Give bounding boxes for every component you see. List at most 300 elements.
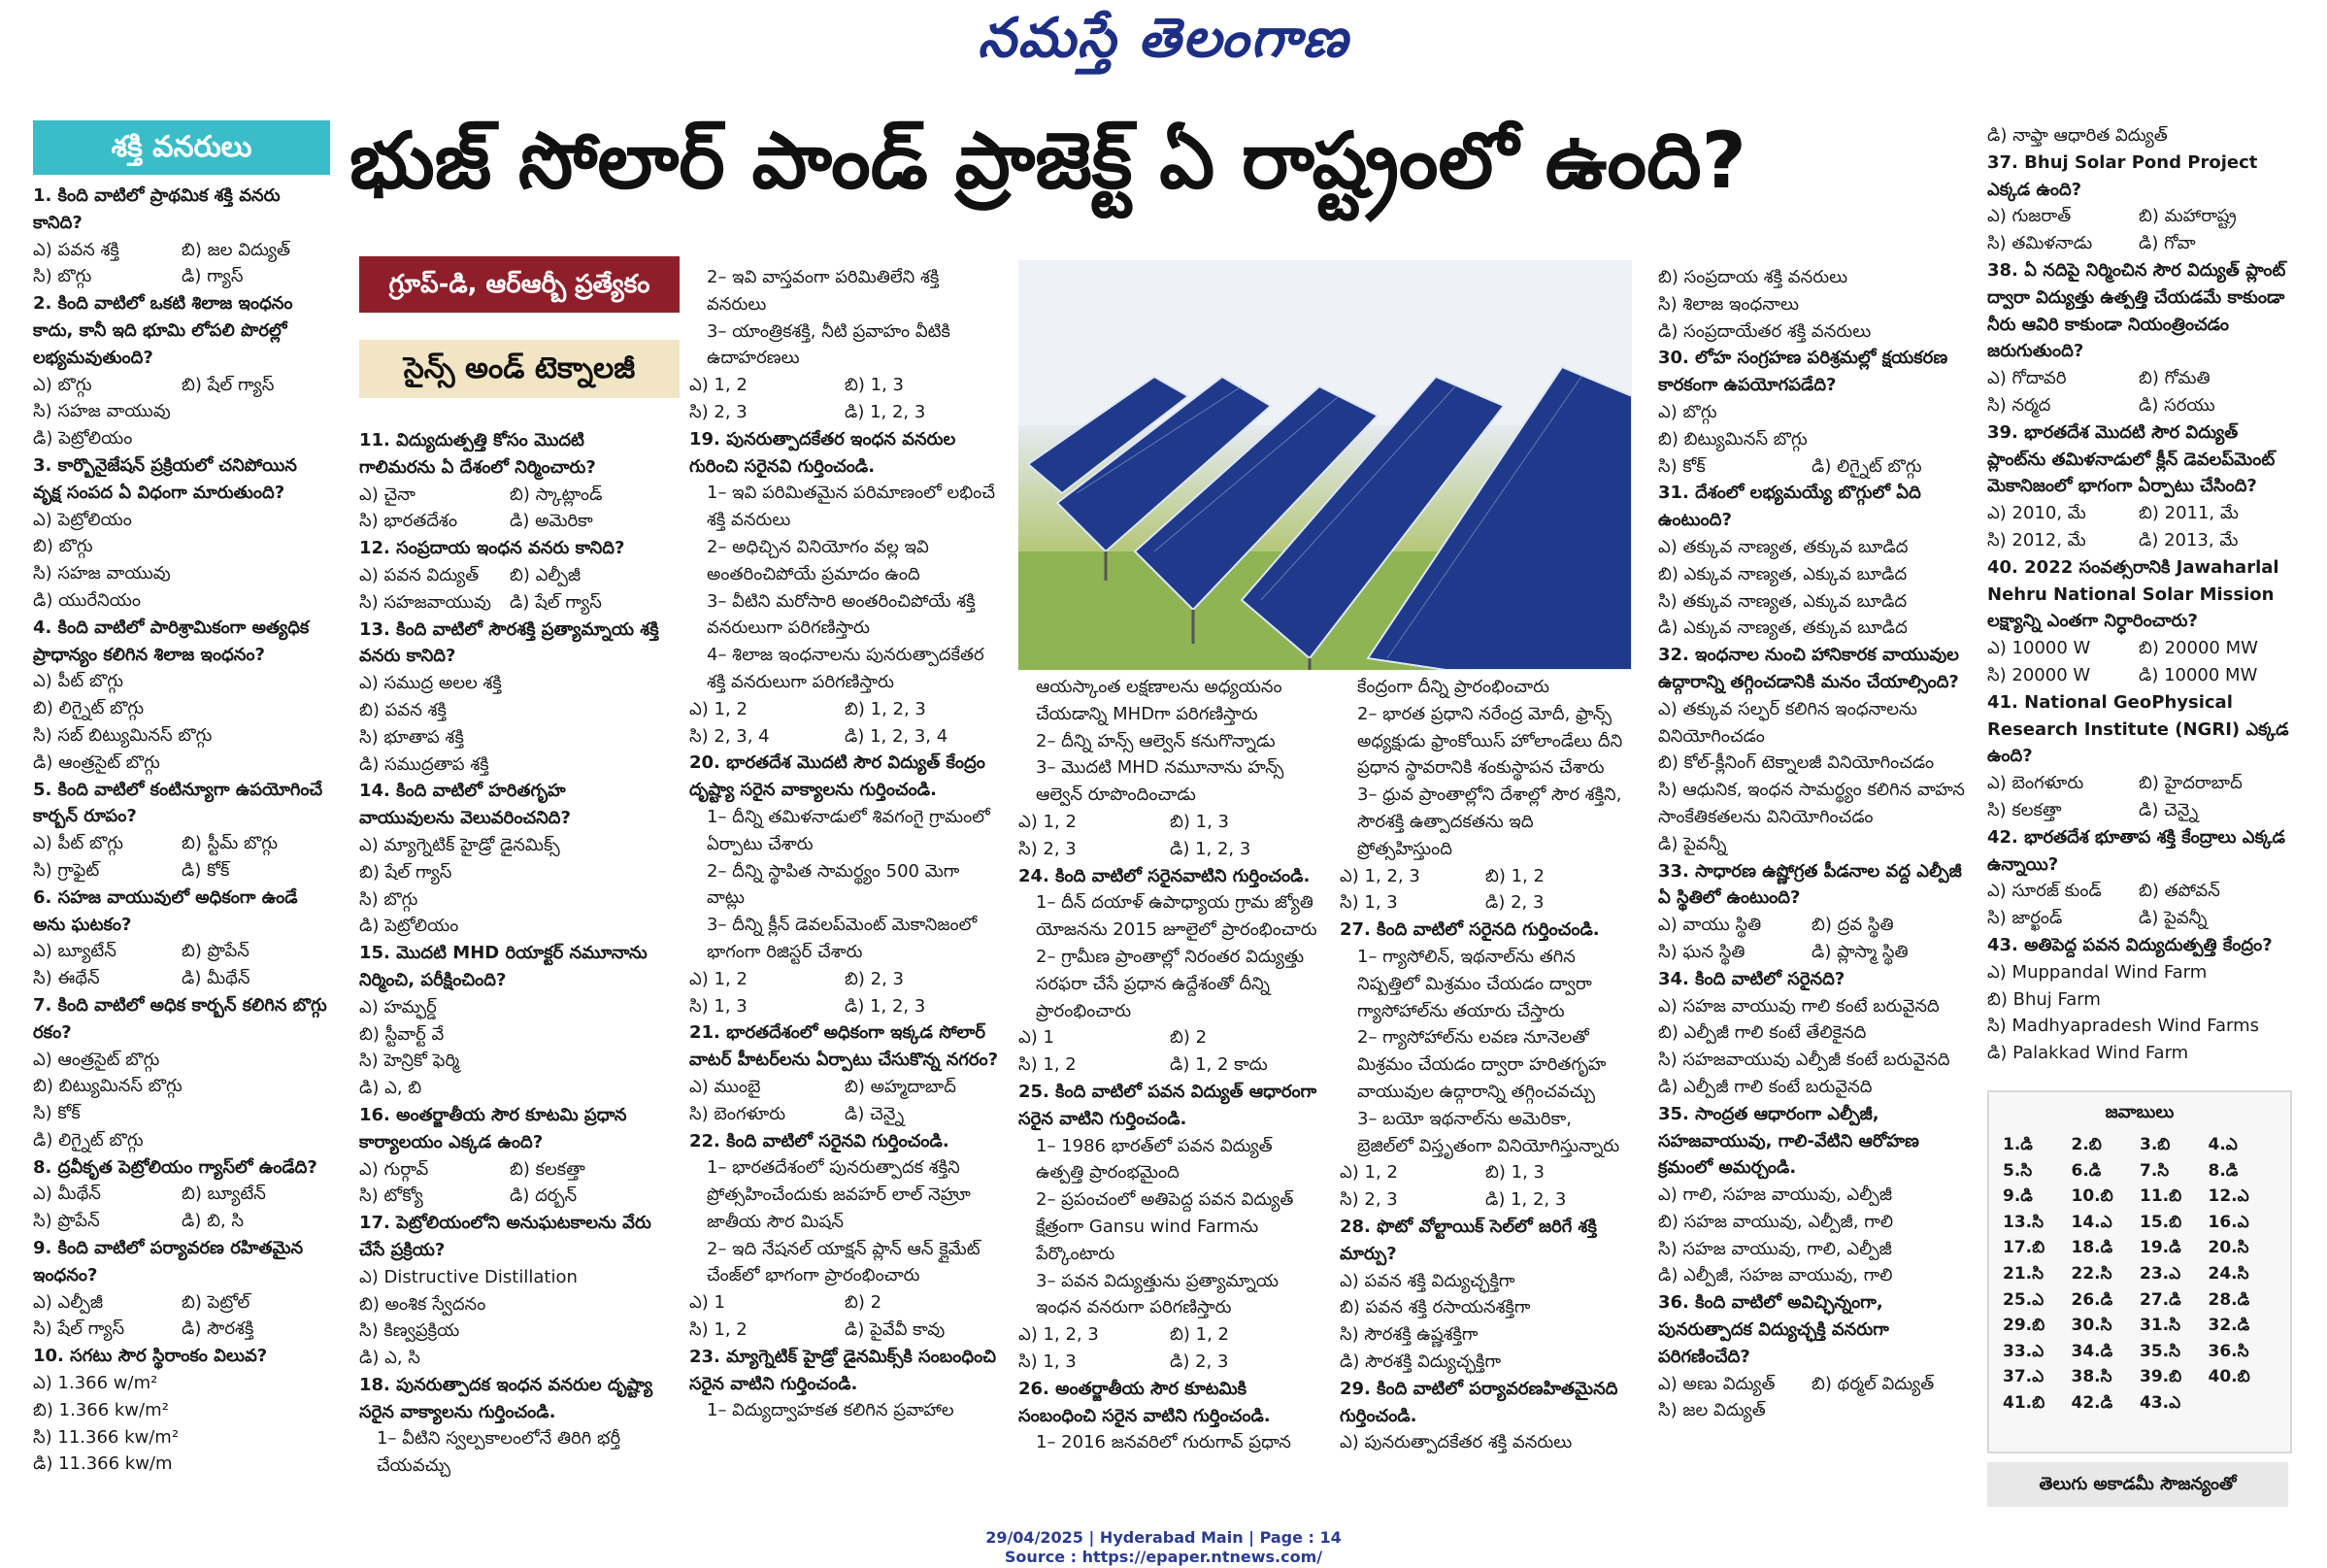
- option-pair: [689, 1289, 1000, 1317]
- option: బి) ప్రొపేన్: [182, 941, 249, 962]
- solar-panels-photo: [1018, 260, 1632, 670]
- option: డి) Palakkad Wind Farm: [1987, 1043, 2189, 1064]
- option-pair: [1987, 203, 2290, 230]
- option: ఎ) పెట్రోలియం: [33, 509, 132, 530]
- option: ఎ) పునరుత్పాదకేతర శక్తి వనరులు: [1340, 1432, 1573, 1453]
- question: 42. భారతదేశ భూతాప శక్తి కేంద్రాలు ఎక్కడ ఉన్నాయి?: [1987, 826, 2285, 875]
- option: సి) ప్రొపేన్: [33, 1211, 100, 1232]
- question: 40. 2022 సంవత్సరానికి Jawaharlal Nehru National Solar Mission లక్ష్యాన్ని ఎంతగా నిర్ధారించారు?: [1987, 556, 2279, 632]
- option: బి) అంశిక స్వేదనం: [359, 1293, 486, 1315]
- question: 7. కింది వాటిలో అధిక కార్బన్ కలిగిన బొగ్గు రకం?: [33, 994, 327, 1043]
- statement: 2– భారత ప్రధాని నరేంద్ర మోదీ, ఫ్రాన్స్ అధ్యక్షుడు ఫ్రాంకోయిస్ హోలాండేలు దీని ప్రధాన స్థావరానికి శంకుస్థాపన చేశారు: [1357, 703, 1623, 779]
- answers-grid: [1989, 1126, 2290, 1417]
- question: 27. కింది వాటిలో సరైనది గుర్తించండి.: [1340, 919, 1600, 941]
- option-pair: [1987, 797, 2290, 824]
- answer-cell: 3.బి: [2140, 1135, 2171, 1154]
- question: 18. పునరుత్పాదక ఇంధన వనరుల దృష్ట్యా సరైన వాక్యాలను గుర్తించండి.: [359, 1374, 653, 1422]
- option-pair: [1658, 912, 1965, 939]
- answer-cell: 22.సి: [2071, 1263, 2112, 1284]
- option: డి) 11.366 kw/m: [33, 1453, 173, 1475]
- option: డి) సముద్రతాప శక్తి: [359, 753, 489, 775]
- question: 16. అంతర్జాతీయ సౌర కూటమి ప్రధాన కార్యాలయం ఎక్కడ ఉంది?: [359, 1104, 627, 1152]
- option: బి) 2011, మే: [2139, 503, 2239, 524]
- answer-cell: 19.డి: [2140, 1238, 2181, 1258]
- answers-box: [1987, 1090, 2292, 1453]
- question: 21. భారతదేశంలో అధికంగా ఇక్కడ సోలార్ వాటర్ హీటర్‌లను ఏర్పాటు చేసుకొన్న నగరం?: [689, 1022, 999, 1071]
- statement: 3– ధ్రువ ప్రాంతాల్లోని దేశాల్లో సౌర శక్తిని, సౌరశక్తి ఉత్పాదకతను ఇది ప్రోత్సహిస్తుంది: [1357, 784, 1622, 859]
- option: ఎ) గుజరాత్: [1987, 206, 2072, 227]
- question: 19. పునరుత్పాదకేతర ఇంధన వనరుల గురించి సరైనవి గుర్తించండి.: [689, 428, 956, 477]
- option: ఎ) సముద్ర అలల శక్తి: [359, 673, 502, 694]
- option: ఎ) Muppandal Wind Farm: [1987, 961, 2208, 983]
- option: సి) నర్మద: [1987, 394, 2051, 416]
- option: ఎ) గోదావరి: [1987, 368, 2067, 389]
- option: డి) 2, 3: [1485, 892, 1545, 914]
- option: బి) 1.366 kw/m²: [33, 1399, 169, 1420]
- option-pair: [1987, 770, 2290, 797]
- question: 32. ఇంధనాల నుంచి హానికారక వాయువుల ఉద్గారాన్ని తగ్గించడానికి మనం చేయాల్సింది?: [1658, 645, 1959, 692]
- option: ఎ) పవన శక్తి: [33, 239, 119, 260]
- option: సి) జల విద్యుత్: [1658, 1400, 1766, 1421]
- option: సి) 2, 3: [689, 401, 748, 422]
- question: 11. విద్యుదుత్పత్తి కోసం మొదటి గాలిమరను ఏ దేశంలో నిర్మించారు?: [359, 430, 596, 478]
- option-pair: [1658, 453, 1965, 481]
- option: బి) ఎల్పీజీ: [510, 564, 582, 585]
- statement: 1– దీన్ని తమిళనాడులో శివగంగై గ్రామంలో ఏర్పాటు చేశారు: [707, 806, 990, 854]
- footer-date: 29/04/2025 | Hyderabad Main | Page : 14: [985, 1528, 1342, 1547]
- option-pair: [1340, 889, 1631, 917]
- option: డి) 1, 2 కాదు: [1170, 1054, 1268, 1076]
- option: సి) కోక్: [33, 1103, 81, 1124]
- answer-cell: 33.ఎ: [2003, 1341, 2044, 1361]
- option: బి) గోమతి: [2139, 368, 2211, 389]
- option: డి) మీథేన్: [182, 968, 250, 989]
- option: డి) 1, 2, 3: [1170, 838, 1251, 859]
- question: 6. సహజ వాయువులో అధికంగా ఉండే అను ఘటకం?: [33, 886, 298, 935]
- option: సి) 2, 3: [1340, 1189, 1398, 1211]
- footer-source: Source : https://epaper.ntnews.com/: [1004, 1548, 1323, 1566]
- question: 34. కింది వాటిలో సరైనది?: [1658, 968, 1845, 989]
- option: ఎ) 1, 2, 3: [1340, 865, 1420, 886]
- statement: 3– మొదటి MHD నమూనాను హన్స్ ఆల్వెన్ రూపొందించాడు: [1036, 757, 1284, 806]
- question: 10. సగటు సౌర స్థిరాంకం విలువ?: [33, 1346, 268, 1367]
- option: సి) 2, 3: [1018, 838, 1077, 859]
- option: సి) సబ్ బిట్యుమినస్ బొగ్గు: [33, 724, 213, 746]
- option: డి) సరయు: [2139, 394, 2215, 416]
- question: 29. కింది వాటిలో పర్యావరణహితమైనది గుర్తించండి.: [1340, 1378, 1618, 1426]
- option: డి) ప్లాస్మా స్థితి: [1812, 941, 1909, 962]
- statement: 2– గ్యాసోహాల్‌ను లవణ నూనెలతో మిశ్రమం చేయడం ద్వారా హరితగృహ వాయువుల ఉద్గారాన్ని తగ్గించవచ్చు: [1357, 1027, 1607, 1102]
- option: ఎ) 1, 2: [1018, 811, 1077, 832]
- question: 25. కింది వాటిలో పవన విద్యుత్ ఆధారంగా సరైన వాటిని గుర్తించండి.: [1018, 1081, 1317, 1129]
- option: బి) థర్మల్ విద్యుత్: [1812, 1373, 1935, 1394]
- option: డి) పైవన్నీ: [2139, 908, 2208, 929]
- option: ఎ) చైనా: [359, 484, 416, 505]
- answers-title: జవాబులు: [2105, 1102, 2175, 1122]
- option: ఎ) 1: [1018, 1027, 1054, 1049]
- option: సి) తమిళనాడు: [1987, 233, 2093, 254]
- option: ఎ) హమ్ఫర్డ్: [359, 996, 437, 1018]
- question: 38. ఏ నదిపై నిర్మించిన సౌర విద్యుత్ ప్లాంట్ ద్వారా విద్యుత్తు ఉత్పత్తి చేయడమే కాకుండా నీరు ఆవిరి కాకుండా నియంత్రించడం జరుగుతుంది?: [1987, 259, 2286, 362]
- answer-cell: 12.ఎ: [2208, 1186, 2249, 1207]
- question: 20. భారతదేశ మొదటి సౌర విద్యుత్ కేంద్రం దృష్ట్యా సరైన వాక్యాలను గుర్తించండి.: [689, 752, 985, 801]
- option: బి) 1, 2, 3: [845, 698, 926, 719]
- option: బి) 1, 2: [1170, 1324, 1229, 1346]
- option-pair: [689, 399, 1000, 426]
- statement: 1– భారతదేశంలో పునరుత్పాదక శక్తిని ప్రోత్సహించేందుకు జవహర్ లాల్ నెహ్రూ జాతీయ సౌర మిషన్: [707, 1157, 971, 1232]
- option-pair: [1987, 635, 2290, 662]
- headline: భుజ్ సోలార్ పాండ్ ప్రాజెక్ట్ ఏ రాష్ట్రంలో ఉంది?: [349, 116, 1746, 206]
- option: డి) ఎ, సి: [359, 1348, 420, 1369]
- option: బి) కోల్-క్లీనింగ్ టెక్నాలజీ వినియోగించడం: [1658, 752, 1935, 774]
- option: ఎ) పీట్ బొగ్గు: [33, 833, 123, 854]
- column-2: [359, 427, 660, 1480]
- option: బి) స్టీమ్ బొగ్గు: [182, 833, 279, 854]
- question: 35. సాంద్రత ఆధారంగా ఎల్పీజీ, సహజవాయువు, గాలి-వేటిని ఆరోహణ క్రమంలో అమర్చండి.: [1658, 1103, 1919, 1179]
- statement: కేంద్రంగా దీన్ని ప్రారంభించారు: [1357, 677, 1549, 697]
- option: ఎ) మీథేన్: [33, 1184, 101, 1205]
- option: బి) మహారాష్ట్ర: [2139, 206, 2237, 227]
- option-pair: [33, 965, 330, 992]
- option-pair: [1018, 1024, 1321, 1051]
- option-pair: [689, 723, 1000, 751]
- option: బి) ఎక్కువ నాణ్యత, ఎక్కువ బూడిద: [1658, 563, 1908, 584]
- option: బి) ద్రవ స్థితి: [1812, 915, 1894, 936]
- option: డి) చెన్నై: [845, 1103, 905, 1124]
- option: డి) చెన్నై: [2139, 799, 2199, 820]
- question: 43. అతిపెద్ద పవన విద్యుదుత్పత్తి కేంద్రం?: [1987, 934, 2273, 955]
- statement: 3– యాంత్రికశక్తి, నీటి ప్రవాహం వీటికి ఉదాహరణలు: [707, 320, 950, 369]
- option: బి) జల విద్యుత్: [182, 239, 291, 260]
- statement: 3– దీన్ని క్లీన్ డెవలప్‌మెంట్ మెకానిజంలో భాగంగా రిజిస్టర్ చేశారు: [707, 915, 978, 962]
- answer-cell: 39.బి: [2140, 1367, 2182, 1387]
- option-pair: [33, 1208, 330, 1235]
- statement: 1– దీన్ దయాళ్ ఉపాధ్యాయ గ్రామ జ్యోతి యోజనను 2015 జూలైలో ప్రారంభించారు: [1036, 892, 1317, 941]
- option-pair: [1987, 878, 2290, 905]
- option-pair: [689, 1101, 1000, 1128]
- statement: 1– 1986 భారత్‌లో పవన విద్యుత్ ఉత్పత్తి ప్రారంభమైంది: [1036, 1135, 1273, 1184]
- option: బి) 2: [1170, 1027, 1208, 1049]
- option: ఎ) తక్కువ నాణ్యత, తక్కువ బూడిద: [1658, 536, 1909, 557]
- option: బి) 20000 MW: [2139, 638, 2258, 659]
- option: బి) 1, 3: [1485, 1162, 1545, 1184]
- option: సి) సహజ వాయువు: [33, 563, 171, 584]
- option: బి) 2: [845, 1292, 882, 1314]
- option: డి) షేల్ గ్యాస్: [510, 591, 602, 613]
- option: డి) గ్యాస్: [182, 266, 244, 287]
- option: బి) లిగ్నైట్ బొగ్గు: [33, 698, 145, 719]
- answer-cell: 2.బి: [2071, 1135, 2102, 1154]
- option: డి) ఎక్కువ నాణ్యత, తక్కువ బూడిద: [1658, 617, 1908, 639]
- option: సి) భూతాప శక్తి: [359, 726, 464, 748]
- option: బి) పెట్రోల్: [182, 1291, 250, 1313]
- option: బి) తపోవన్: [2139, 881, 2220, 902]
- question: 13. కింది వాటిలో సౌరశక్తి ప్రత్యామ్నాయ శక్తి వనరు కానిది?: [359, 618, 659, 667]
- answer-cell: 43.ఎ: [2140, 1392, 2181, 1413]
- statement: 3– వీటిని మరోసారి అంతరించిపోయే శక్తి వనరులుగా పరిగణిస్తారు: [707, 590, 976, 639]
- option: డి) గోవా: [2139, 233, 2196, 254]
- option-pair: [1987, 392, 2290, 419]
- answer-cell: 25.ఎ: [2003, 1289, 2044, 1310]
- answer-cell: 35.సి: [2140, 1341, 2181, 1361]
- option: బి) షేల్ గ్యాస్: [182, 374, 275, 395]
- question: 30. లోహ సంగ్రహణ పరిశ్రమల్లో క్షయకరణ కారకంగా ఉపయోగపడేది?: [1658, 348, 1948, 396]
- option-pair: [689, 993, 1000, 1020]
- option: ఎ) పవన శక్తి విద్యుచ్ఛక్తిగా: [1340, 1270, 1515, 1291]
- option: సి) కలకత్తా: [1987, 799, 2062, 820]
- question: 33. సాధారణ ఉష్ణోగ్రత పీడనాల వద్ద ఎల్పీజీ ఏ స్థితిలో ఉంటుంది?: [1658, 860, 1962, 909]
- option: ఎ) బ్యూటేన్: [33, 941, 116, 962]
- option: సి) సహజ వాయువు: [33, 401, 171, 422]
- option: సి) ఘన స్థితి: [1658, 941, 1745, 962]
- question: 9. కింది వాటిలో పర్యావరణ రహితమైన ఇంధనం?: [33, 1238, 304, 1285]
- column-5: [1340, 674, 1631, 1456]
- question: 31. దేశంలో లభ్యమయ్యే బొగ్గులో ఏది ఉంటుంది?: [1658, 483, 1921, 531]
- question: 39. భారతదేశ మొదటి సౌర విద్యుత్ ప్లాంట్‌ను తమిళనాడులో క్లీన్ డెవలప్‌మెంట్ మెకానిజంలో భాగంగా ఏర్పాటు చేసింది?: [1987, 421, 2276, 497]
- answer-cell: 24.సి: [2208, 1263, 2249, 1284]
- option: ఎ) సూరజ్ కుండ్: [1987, 881, 2102, 902]
- option-pair: [33, 1289, 330, 1317]
- answer-cell: 11.బి: [2140, 1186, 2182, 1207]
- option: డి) కోక్: [182, 859, 230, 881]
- option: సి) 1, 3: [1018, 1351, 1077, 1372]
- option: డి) ఆంత్రసైట్ బొగ్గు: [33, 751, 160, 773]
- question: 8. ద్రవీకృత పెట్రోలియం గ్యాస్‌లో ఉండేది?: [33, 1156, 317, 1178]
- option-pair: [33, 938, 330, 965]
- option: సి) ఈథేన్: [33, 968, 100, 989]
- option: ఎ) Distructive Distillation: [359, 1266, 578, 1287]
- column-7: [1987, 122, 2290, 1067]
- option: సి) జార్ఖండ్: [1987, 908, 2063, 929]
- option: డి) పెట్రోలియం: [359, 916, 459, 937]
- statement: 4– శిలాజ ఇంధనాలను పునరుత్పాదకేతర శక్తి వనరులుగా పరిగణిస్తారు: [707, 645, 984, 692]
- option: సి) భారతదేశం: [359, 511, 458, 532]
- option: డి) లిగ్నైట్ బొగ్గు: [33, 1129, 144, 1151]
- option-pair: [33, 1316, 330, 1343]
- answer-cell: 20.సి: [2208, 1238, 2249, 1258]
- tag-subject: సైన్స్ అండ్ టెక్నాలజీ: [359, 340, 680, 398]
- option: సి) 20000 W: [1987, 664, 2091, 685]
- option-pair: [33, 1181, 330, 1208]
- question: 22. కింది వాటిలో సరైనవి గుర్తించండి.: [689, 1130, 949, 1151]
- option-pair: [1340, 863, 1631, 890]
- statement: 1– 2016 జనవరిలో గురుగావ్ ప్రధాన: [1036, 1432, 1291, 1453]
- answer-cell: 17.బి: [2003, 1238, 2045, 1258]
- answer-cell: 16.ఎ: [2208, 1212, 2249, 1232]
- option: డి) 1, 2, 3: [845, 401, 926, 422]
- option: సి) టోక్యో: [359, 1185, 423, 1207]
- option-pair: [1018, 1321, 1321, 1349]
- option-pair: [1987, 230, 2290, 257]
- column-1: [33, 183, 330, 1478]
- option: బి) 2, 3: [845, 968, 904, 989]
- option-pair: [1018, 1349, 1321, 1376]
- question: 5. కింది వాటిలో కంటిన్యూగా ఉపయోగించే కార్బన్ రూపం?: [33, 779, 323, 827]
- option: డి) ఎ, బి: [359, 1078, 422, 1099]
- option: సి) తక్కువ నాణ్యత, ఎక్కువ బూడిద: [1658, 590, 1908, 612]
- option-pair: [359, 1183, 660, 1210]
- option-pair: [1018, 809, 1321, 836]
- option: డి) పైవేవీ కావు: [845, 1319, 946, 1341]
- option-pair: [1658, 1371, 1965, 1398]
- option-pair: [33, 830, 330, 857]
- option-pair: [689, 1317, 1000, 1344]
- option: డి) 1, 2, 3, 4: [845, 725, 948, 747]
- option: సి) సౌరశక్తి ఉష్ణశక్తిగా: [1340, 1324, 1479, 1346]
- answer-cell: 7.సి: [2140, 1160, 2170, 1181]
- option-pair: [1658, 939, 1965, 966]
- statement: 1– గ్యాసోలిన్, ఇథనాల్‌ను తగిన నిష్పత్తిలో మిశ్రమం చేయడం ద్వారా గ్యాసోహాల్‌ను తయారు చేస్తారు: [1357, 946, 1592, 1021]
- answer-cell: 30.సి: [2071, 1316, 2112, 1336]
- option-pair: [689, 966, 1000, 993]
- option: బి) 1, 3: [1170, 811, 1229, 832]
- option: బి) స్టీవార్ట్ వే: [359, 1023, 445, 1045]
- answer-cell: 29.బి: [2003, 1316, 2045, 1336]
- statement: 3– పవన విద్యుత్తును ప్రత్యామ్నాయ ఇంధన వనరుగా పరిగణిస్తారు: [1036, 1270, 1279, 1318]
- option: బి) ఎల్పీజీ గాలి కంటే తేలికైనది: [1658, 1022, 1867, 1044]
- option-pair: [359, 1156, 660, 1184]
- option: ఎ) 10000 W: [1987, 638, 2091, 659]
- option: సి) బెంగళూరు: [689, 1103, 786, 1124]
- question: 17. పెట్రోలియంలోని అనుఘటకాలను వేరు చేసే ప్రక్రియ?: [359, 1213, 651, 1260]
- option-pair: [1987, 905, 2290, 932]
- option: ఎ) సహజ వాయువు గాలి కంటే బరువైనది: [1658, 995, 1940, 1017]
- option: డి) 10000 MW: [2139, 664, 2258, 685]
- statement: 2– అధిచ్చిన వినియోగం వల్ల ఇవి అంతరించిపోయే ప్రమాదం ఉంది: [707, 536, 929, 584]
- answer-cell: 21.సి: [2003, 1263, 2044, 1284]
- option: బి) బిట్యుమినస్ బొగ్గు: [1658, 428, 1808, 450]
- option-pair: [33, 857, 330, 884]
- option: డి) బి, సి: [182, 1211, 245, 1232]
- option: ఎ) గాలి, సహజ వాయువు, ఎల్పీజీ: [1658, 1184, 1892, 1206]
- answer-cell: 41.బి: [2003, 1392, 2045, 1413]
- answer-cell: 23.ఎ: [2140, 1263, 2181, 1284]
- option: సి) గ్రాఫైట్: [33, 859, 100, 881]
- option: ఎ) 2010, మే: [1987, 503, 2086, 524]
- option: బి) బిట్యుమినస్ బొగ్గు: [33, 1076, 183, 1097]
- solar-panels-illustration: [1018, 260, 1632, 670]
- option: డి) సౌరశక్తి విద్యుచ్ఛక్తిగా: [1340, 1351, 1502, 1372]
- option-pair: [33, 237, 330, 264]
- option: ఎ) 1: [689, 1292, 725, 1314]
- option: బి) సంప్రదాయ శక్తి వనరులు: [1658, 267, 1848, 287]
- option-pair: [33, 263, 330, 290]
- option: బి) బొగ్గు: [33, 536, 93, 557]
- tag-group: గ్రూప్-డి, ఆర్ఆర్బీ ప్రత్యేకం: [359, 256, 680, 313]
- option-pair: [689, 1074, 1000, 1101]
- statement: 2– దీన్ని హన్స్ ఆల్వెన్ కనుగొన్నాడు: [1036, 730, 1276, 751]
- answer-cell: 36.సి: [2208, 1341, 2249, 1361]
- option: సి) శిలాజ ఇంధనాలు: [1658, 293, 1799, 315]
- option-pair: [1987, 500, 2290, 527]
- answer-cell: 10.బి: [2071, 1186, 2113, 1207]
- statement: 3– బయో ఇథనాల్‌ను అమెరికా, బ్రెజిల్‌లో విస్తృతంగా వినియోగిస్తున్నారు: [1357, 1108, 1620, 1156]
- answer-cell: 8.డి: [2208, 1160, 2239, 1181]
- option-pair: [1987, 527, 2290, 554]
- option: డి) దర్బన్: [510, 1185, 578, 1207]
- statement: 1– ఇవి పరిమితమైన పరిమాణంలో లభించే శక్తి వనరులు: [707, 483, 995, 531]
- statement: 2– ఇవి వాస్తవంగా పరిమితిలేని శక్తి వనరులు: [707, 267, 940, 315]
- masthead: నమస్తే తెలంగాణ: [978, 6, 1349, 70]
- answer-cell: 26.డి: [2071, 1289, 2113, 1310]
- column-4: [1018, 674, 1321, 1456]
- option: డి) 1, 2, 3: [845, 995, 926, 1017]
- option-pair: [689, 696, 1000, 723]
- question: 15. మొదటి MHD రియాక్టర్ నమూనాను నిర్మించి, పరీక్షించింది?: [359, 943, 648, 990]
- option: సి) కోక్: [1658, 455, 1706, 477]
- column-6: [1658, 264, 1965, 1424]
- option-pair: [1018, 1051, 1321, 1079]
- option: ఎ) పవన విద్యుత్: [359, 564, 480, 585]
- option: బి) కలకత్తా: [510, 1158, 585, 1180]
- option: ఎ) 1, 2: [689, 968, 748, 989]
- option: సి) కిణ్వప్రక్రియ: [359, 1320, 460, 1342]
- column-3: [689, 264, 1000, 1424]
- option: బి) బ్యూటేన్: [182, 1184, 266, 1205]
- option: బి) పవన శక్తి రసాయనశక్తిగా: [1340, 1297, 1531, 1318]
- option: బి) అహ్మదాబాద్: [845, 1076, 956, 1097]
- statement: ఆయస్కాంత లక్షణాలను అధ్యయనం చేయడాన్ని MHDగా పరిగణిస్తారు: [1036, 677, 1282, 724]
- option: బి) పవన శక్తి: [359, 699, 447, 720]
- answer-cell: 37.ఎ: [2003, 1367, 2044, 1387]
- option-pair: [689, 372, 1000, 399]
- option: సి) సహజ వాయువు, గాలి, ఎల్పీజీ: [1658, 1238, 1892, 1259]
- credit-line: తెలుగు అకాడమీ సౌజన్యంతో: [1987, 1462, 2288, 1507]
- option: డి) యురేనియం: [33, 589, 142, 611]
- answer-cell: 15.బి: [2140, 1212, 2182, 1232]
- question: 37. Bhuj Solar Pond Project ఎక్కడ ఉంది?: [1987, 151, 2258, 200]
- statement: 2– దీన్ని స్థాపిత సామర్థ్యం 500 మెగా వాట్లు: [707, 860, 960, 909]
- option: డి) ఎల్పీజీ, సహజ వాయువు, గాలి: [1658, 1265, 1893, 1286]
- option: బి) 1, 2: [1485, 865, 1545, 886]
- answer-cell: 40.బి: [2208, 1367, 2250, 1387]
- option: ఎ) 1.366 w/m²: [33, 1373, 158, 1394]
- answer-cell: 9.డి: [2003, 1186, 2033, 1207]
- option: బి) 1, 3: [845, 375, 904, 396]
- option: సి) ఆధునిక, ఇంధన సామర్థ్యం కలిగిన వాహన సాంకేతికతలను వినియోగించడం: [1658, 780, 1965, 827]
- option: బి) షేల్ గ్యాస్: [359, 861, 452, 883]
- option: ఎ) అణు విద్యుత్: [1658, 1373, 1776, 1394]
- option: డి) పైవన్నీ: [1658, 833, 1727, 854]
- answer-cell: 28.డి: [2208, 1289, 2250, 1310]
- option: ఎ) పీట్ బొగ్గు: [33, 671, 123, 692]
- answer-cell: 27.డి: [2140, 1289, 2181, 1310]
- option: సి) షేల్ గ్యాస్: [33, 1318, 125, 1340]
- option: డి) పెట్రోలియం: [33, 428, 133, 450]
- statement: 2– ఇది నేషనల్ యాక్షన్ ప్లాన్ ఆన్ క్లైమేట్ చేంజ్‌లో భాగంగా ప్రారంభించారు: [707, 1238, 981, 1286]
- question: 28. ఫొటో వోల్టాయిక్ సెల్‌లో జరిగే శక్తి మార్పు?: [1340, 1216, 1597, 1264]
- option: సి) హెన్రికో ఫెర్మి: [359, 1051, 460, 1072]
- option: బి) హైదరాబాద్: [2139, 773, 2243, 794]
- option: సి) 1, 2: [689, 1319, 748, 1341]
- option-pair: [359, 589, 660, 617]
- question: 26. అంతర్జాతీయ సౌర కూటమికి సంబంధించి సరైన వాటిని గుర్తించండి.: [1018, 1378, 1271, 1426]
- answer-cell: 38.సి: [2071, 1367, 2112, 1387]
- option: ఎ) వాయు స్థితి: [1658, 915, 1762, 936]
- question: 12. సంప్రదాయ ఇంధన వనరు కానిది?: [359, 538, 625, 559]
- question: 1. కింది వాటిలో ప్రాథమిక శక్తి వనరు కానిది?: [33, 185, 281, 233]
- option-pair: [1340, 1159, 1631, 1186]
- question: 41. National GeoPhysical Research Institute (NGRI) ఎక్కడ ఉంది?: [1987, 691, 2289, 767]
- option: ఎ) బెంగళూరు: [1987, 773, 2084, 794]
- option: సి) 11.366 kw/m²: [33, 1426, 180, 1448]
- option: ఎ) బొగ్గు: [33, 374, 92, 395]
- option: బి) Bhuj Farm: [1987, 988, 2101, 1010]
- answer-cell: 6.డి: [2071, 1160, 2102, 1181]
- option: ఎ) తక్కువ సల్ఫర్ కలిగిన ఇంధనాలను వినియోగించడం: [1658, 698, 1917, 747]
- statement: 1– విద్యుద్వాహకత కలిగిన ప్రవాహాల: [707, 1400, 954, 1421]
- question: 2. కింది వాటిలో ఒకటి శిలాజ ఇంధనం కాదు, కానీ ఇది భూమి లోపలి పొరల్లో లభ్యమవుతుంది?: [33, 293, 293, 368]
